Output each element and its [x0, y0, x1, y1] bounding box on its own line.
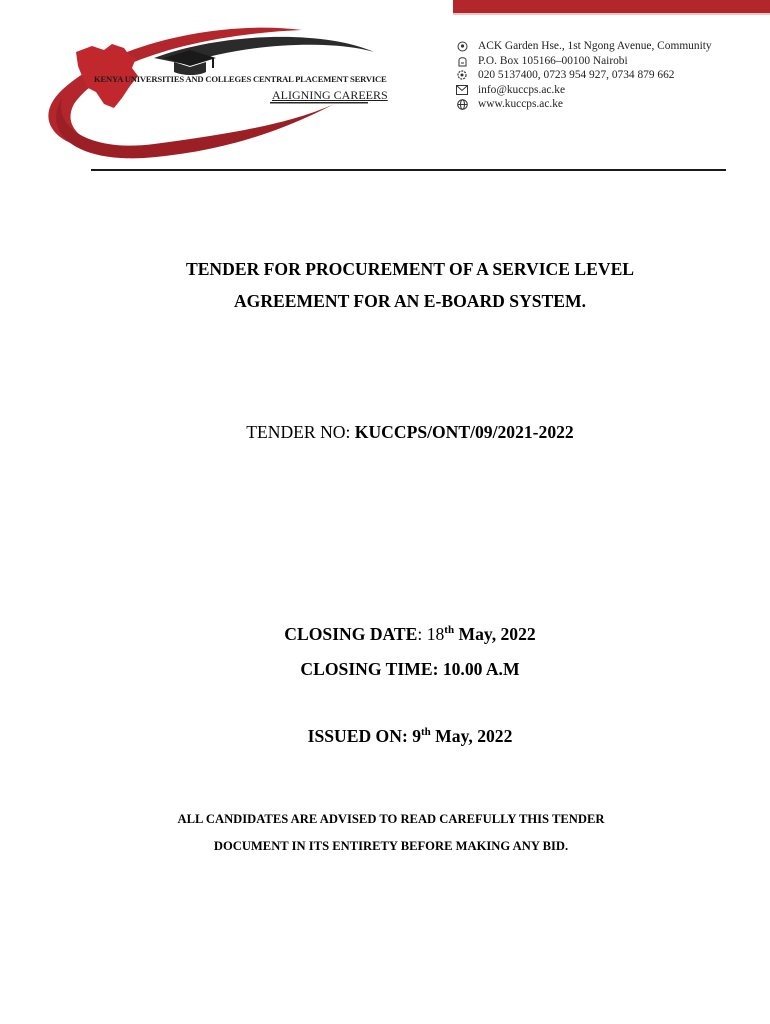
closing-date-day: 18	[426, 624, 445, 644]
advice-line-2: DOCUMENT IN ITS ENTIRETY BEFORE MAKING ANY BID.	[213, 838, 569, 853]
globe-icon	[456, 98, 468, 110]
closing-time: CLOSING TIME: 10.00 A.M	[300, 659, 520, 679]
title-line-2: AGREEMENT FOR AN E-BOARD SYSTEM.	[233, 291, 587, 311]
header-red-bar	[453, 0, 770, 13]
contact-block	[456, 39, 712, 112]
issued-label: ISSUED ON:	[307, 726, 413, 746]
contact-address	[456, 39, 712, 54]
contact-address-text: ACK Garden Hse., 1st Ngong Avenue, Community	[478, 40, 712, 52]
issued-day: 9	[412, 726, 421, 746]
closing-date-rest: May, 2022	[454, 624, 536, 644]
advice-notice	[60, 806, 722, 859]
contact-website[interactable]	[456, 97, 712, 112]
phone-icon	[456, 69, 468, 81]
advice-line-1: ALL CANDIDATES ARE ADVISED TO READ CAREFULLY THIS TENDER	[177, 812, 605, 826]
issued-suffix: th	[421, 726, 431, 738]
envelope-icon	[456, 84, 468, 96]
issued-rest: May, 2022	[430, 726, 513, 746]
tender-number	[60, 422, 760, 443]
tender-no-value: KUCCPS/ONT/09/2021-2022	[354, 422, 574, 442]
issued-on	[60, 726, 760, 747]
header-bar-shadow	[453, 13, 770, 15]
tender-no-label: TENDER NO:	[246, 422, 355, 442]
contact-website-text[interactable]: www.kuccps.ac.ke	[478, 98, 563, 110]
logo-tagline: ALIGNING CAREERS	[272, 88, 388, 102]
closing-date	[60, 624, 760, 645]
closing-date-suffix: th	[444, 624, 455, 636]
contact-phone-text: 020 5137400, 0723 954 927, 0734 879 662	[478, 69, 675, 81]
document-title	[60, 253, 760, 317]
contact-phone	[456, 68, 712, 83]
contact-postal	[456, 54, 712, 69]
title-line-1: TENDER FOR PROCUREMENT OF A SERVICE LEVEL	[185, 259, 635, 279]
logo-org-name: KENYA UNIVERSITIES AND COLLEGES CENTRAL PLACEMENT SERVICE	[94, 74, 387, 84]
contact-email-text[interactable]: info@kuccps.ac.ke	[478, 83, 566, 96]
closing-date-label: CLOSING DATE	[284, 624, 418, 644]
location-pin-icon	[456, 40, 468, 52]
mailbox-icon	[456, 55, 468, 67]
contact-postal-text: P.O. Box 105166–00100 Nairobi	[478, 54, 628, 67]
contact-email[interactable]	[456, 83, 712, 98]
logo-graphic	[34, 12, 394, 162]
kuccps-logo	[34, 12, 394, 162]
header-divider	[91, 169, 726, 171]
closing-date-sep: :	[417, 624, 427, 644]
